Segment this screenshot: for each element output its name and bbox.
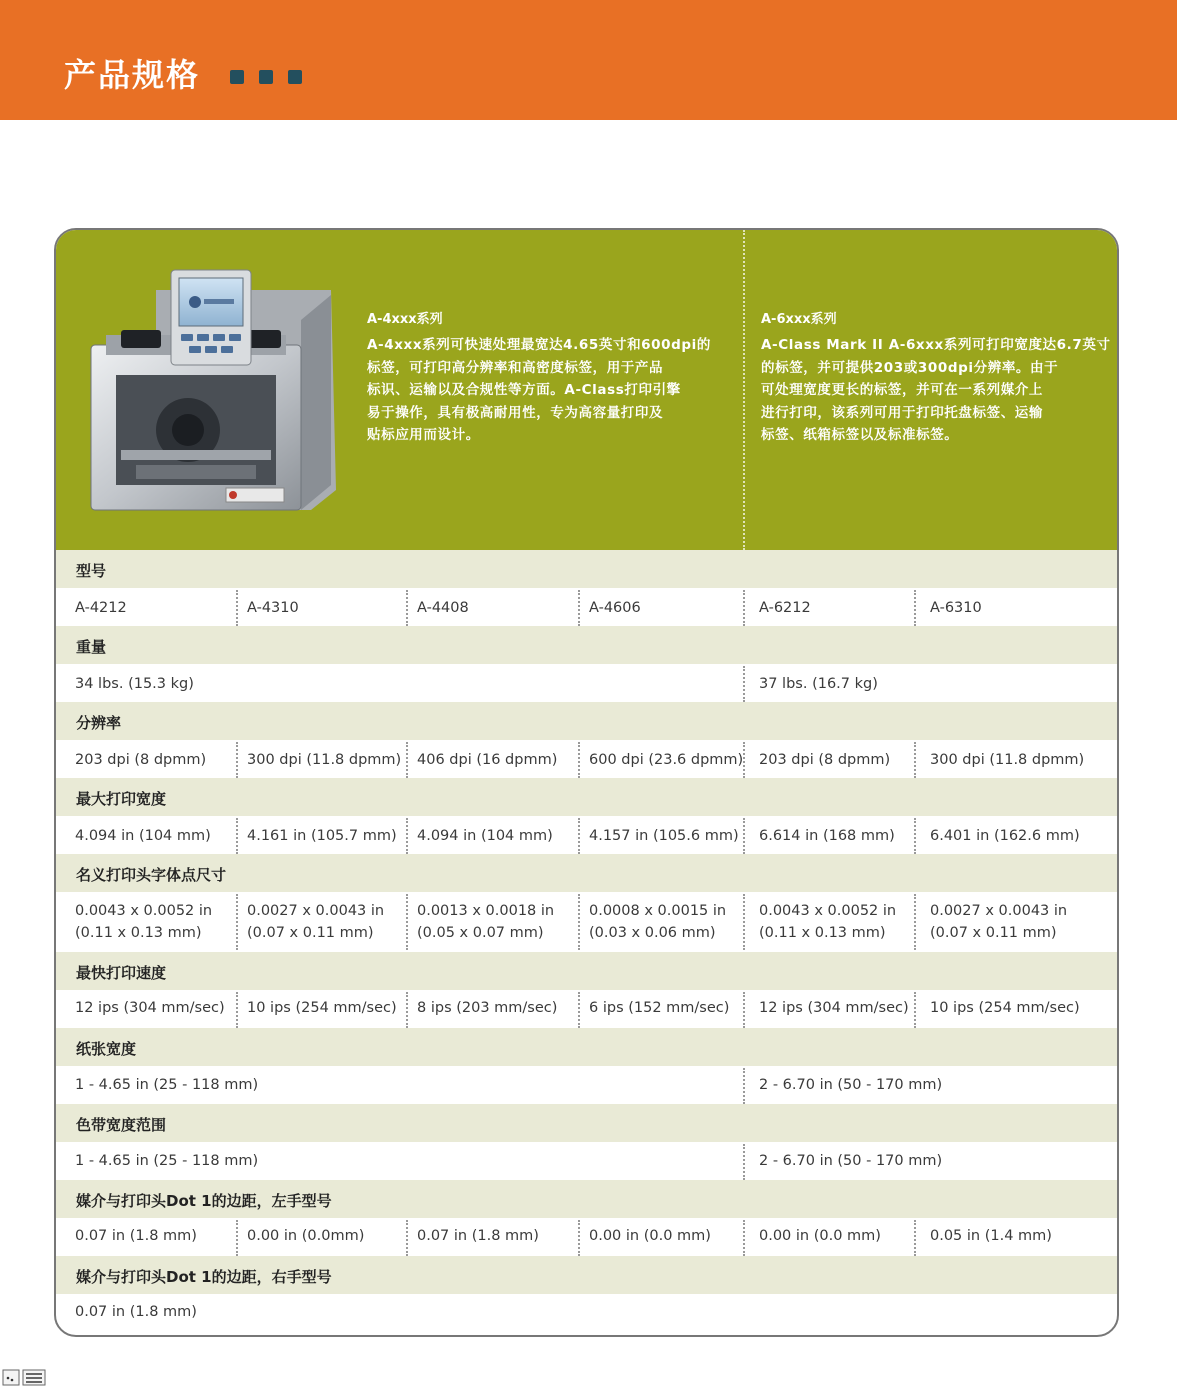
spec-label-row: 纸张宽度 <box>56 1028 1117 1066</box>
spec-label-row: 名义打印头字体点尺寸 <box>56 854 1117 892</box>
status-tray-icons <box>2 1368 46 1388</box>
header-banner <box>0 0 1177 120</box>
spec-label-row: 色带宽度范围 <box>56 1104 1117 1142</box>
spec-value-row <box>56 740 1117 778</box>
spec-cell: 0.0043 x 0.0052 in (0.11 x 0.13 mm) <box>759 903 897 941</box>
a6-series-title: A-6xxx系列 <box>761 312 837 327</box>
spec-cell: 6 ips (152 mm/sec) <box>589 1000 730 1016</box>
spec-label-row: 最大打印宽度 <box>56 778 1117 816</box>
a6-series-description: A-Class Mark II A-6xxx系列可打印宽度达6.7英寸 的标签，并可提供203或300dpi分辨率。由于 可处理宽度更长的标签，并可在一系列媒介上 进行打印，该系列可用于打印托盘标签、运输 标签、纸箱标签以及标准标签。 <box>761 337 1111 443</box>
spec-value-row <box>56 816 1117 854</box>
hero-section <box>56 230 1117 550</box>
spec-cell: 4.094 in (104 mm) <box>75 828 211 844</box>
spec-cell: A-4408 <box>417 600 469 616</box>
spec-cell: 0.0027 x 0.0043 in (0.07 x 0.11 mm) <box>247 903 385 941</box>
spec-cell: 0.00 in (0.0 mm) <box>589 1228 711 1244</box>
spec-cell: 2 - 6.70 in (50 - 170 mm) <box>759 1077 943 1093</box>
spec-label-row: 媒介与打印头Dot 1的边距，右手型号 <box>56 1256 1117 1294</box>
spec-cell: 0.05 in (1.4 mm) <box>930 1228 1052 1244</box>
spec-cell: 0.07 in (1.8 mm) <box>417 1228 539 1244</box>
spec-label-row: 型号 <box>56 550 1117 588</box>
spec-label-row: 重量 <box>56 626 1117 664</box>
spec-cell: 10 ips (254 mm/sec) <box>247 1000 397 1016</box>
spec-cell: 0.07 in (1.8 mm) <box>75 1304 197 1320</box>
spec-value-row <box>56 1066 1117 1104</box>
spec-cell: 4.157 in (105.6 mm) <box>589 828 739 844</box>
spec-cell: 300 dpi (11.8 dpmm) <box>247 752 402 768</box>
spec-cell: 10 ips (254 mm/sec) <box>930 1000 1080 1016</box>
spec-cell: A-6310 <box>930 600 982 616</box>
spec-value-row <box>56 588 1117 626</box>
hero-divider <box>743 230 745 550</box>
spec-cell: 8 ips (203 mm/sec) <box>417 1000 558 1016</box>
spec-label-row: 分辨率 <box>56 702 1117 740</box>
spec-cell: 4.161 in (105.7 mm) <box>247 828 397 844</box>
spec-label-row: 媒介与打印头Dot 1的边距，左手型号 <box>56 1180 1117 1218</box>
spec-cell: 34 lbs. (15.3 kg) <box>75 676 194 692</box>
spec-label-row: 最快打印速度 <box>56 952 1117 990</box>
decor-square-1 <box>230 70 244 84</box>
spec-cell: 300 dpi (11.8 dpmm) <box>930 752 1085 768</box>
page-title: 产品规格 <box>64 56 201 94</box>
printer-image <box>76 260 346 530</box>
spec-cell: 0.00 in (0.0mm) <box>247 1228 365 1244</box>
spec-cell: 0.0008 x 0.0015 in (0.03 x 0.06 mm) <box>589 903 727 941</box>
spec-cell: A-6212 <box>759 600 811 616</box>
spec-cell: 406 dpi (16 dpmm) <box>417 752 558 768</box>
spec-cell: 6.614 in (168 mm) <box>759 828 895 844</box>
spec-cell: 12 ips (304 mm/sec) <box>75 1000 225 1016</box>
spec-value-row <box>56 892 1117 952</box>
decor-square-3 <box>288 70 302 84</box>
spec-cell: 1 - 4.65 in (25 - 118 mm) <box>75 1153 259 1169</box>
spec-value-row <box>56 1142 1117 1180</box>
spec-cell: A-4310 <box>247 600 299 616</box>
spec-cell: 12 ips (304 mm/sec) <box>759 1000 909 1016</box>
spec-value-row <box>56 664 1117 702</box>
spec-cell: 37 lbs. (16.7 kg) <box>759 676 878 692</box>
spec-cell: 0.0043 x 0.0052 in (0.11 x 0.13 mm) <box>75 903 213 941</box>
spec-cell: 600 dpi (23.6 dpmm) <box>589 752 744 768</box>
spec-cell: 203 dpi (8 dpmm) <box>75 752 207 768</box>
a4-series-title: A-4xxx系列 <box>367 312 443 327</box>
spec-cell: 0.00 in (0.0 mm) <box>759 1228 881 1244</box>
spec-value-row <box>56 1294 1117 1332</box>
a4-series-description: A-4xxx系列可快速处理最宽达4.65英寸和600dpi的 标签，可打印高分辨率和高密度标签，用于产品 标识、运输以及合规性等方面。A-Class打印引擎 易于操作，具有极高耐用性，专为高容量打印及 贴标应用而设计。 <box>367 337 712 443</box>
spec-panel <box>54 228 1119 1337</box>
spec-cell: 0.07 in (1.8 mm) <box>75 1228 197 1244</box>
spec-cell: A-4212 <box>75 600 127 616</box>
spec-value-row <box>56 990 1117 1028</box>
spec-cell: 0.0027 x 0.0043 in (0.07 x 0.11 mm) <box>930 903 1068 941</box>
spec-cell: 2 - 6.70 in (50 - 170 mm) <box>759 1153 943 1169</box>
spec-cell: 203 dpi (8 dpmm) <box>759 752 891 768</box>
spec-cell: 4.094 in (104 mm) <box>417 828 553 844</box>
spec-cell: 6.401 in (162.6 mm) <box>930 828 1080 844</box>
spec-value-row <box>56 1218 1117 1256</box>
spec-cell: A-4606 <box>589 600 641 616</box>
spec-cell: 0.0013 x 0.0018 in (0.05 x 0.07 mm) <box>417 903 555 941</box>
decor-square-2 <box>259 70 273 84</box>
spec-cell: 1 - 4.65 in (25 - 118 mm) <box>75 1077 259 1093</box>
